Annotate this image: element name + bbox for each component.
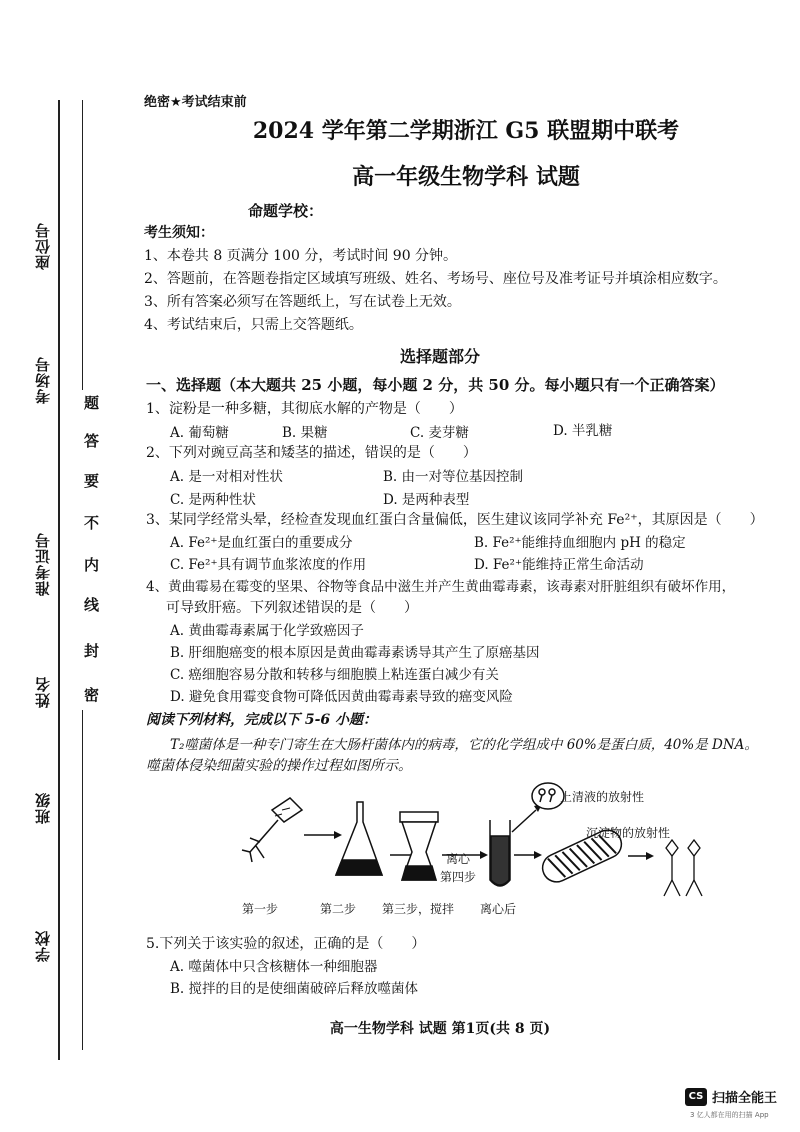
q1-option-a: A. 葡萄糖	[170, 425, 229, 441]
seal-char: 答	[84, 432, 100, 450]
camscanner-logo: CS	[685, 1088, 707, 1106]
notice-item: 4、考试结束后，只需上交答题纸。	[144, 317, 363, 333]
q4-option-a: A. 黄曲霉毒素属于化学致癌因子	[170, 623, 364, 639]
binding-line-outer	[58, 100, 60, 1060]
reading-intro: 阅读下列材料，完成以下 5-6 小题：	[146, 712, 378, 728]
centrifuge-label: 离心	[446, 852, 471, 866]
step2-label: 第二步	[320, 902, 357, 916]
q3-option-d: D. Fe²⁺能维持正常生命活动	[474, 557, 644, 573]
step1-label: 第一步	[242, 902, 279, 916]
seal-char: 不	[84, 514, 100, 532]
school-label: 学校	[34, 930, 52, 962]
q2-option-b: B. 由一对等位基因控制	[383, 469, 524, 485]
q4-option-d: D. 避免食用霉变食物可降低因黄曲霉毒素导致的癌变风险	[170, 689, 513, 705]
exam-title: 2024 学年第二学期浙江 G5 联盟期中联考	[252, 118, 680, 144]
q2-option-a: A. 是一对相对性状	[170, 469, 283, 485]
exam-subtitle: 高一年级生物学科 试题	[352, 164, 580, 190]
exam-room-label: 考场号	[34, 356, 52, 404]
seal-char: 线	[84, 596, 100, 614]
reading-text: T₂噬菌体是一种专门寄生在大肠杆菌体内的病毒，它的化学组成中 60%是蛋白质，40%是 DNA。	[170, 737, 758, 753]
q4-option-b: B. 肝细胞癌变的根本原因是黄曲霉毒素诱导其产生了原癌基因	[170, 645, 540, 661]
question-3-stem: 3、某同学经常头晕，经检查发现血红蛋白含量偏低，医生建议该同学补充 Fe²⁺，其原因是（ ）	[146, 512, 764, 528]
seal-char: 题	[84, 394, 100, 412]
q1-option-b: B. 果糖	[282, 425, 328, 441]
question-5-stem: 5.下列关于该实验的叙述，正确的是（ ）	[146, 936, 426, 952]
step3-label: 第三步，搅拌	[382, 902, 455, 916]
setter-school: 命题学校：	[248, 202, 324, 220]
admission-number-label: 准考证号	[34, 532, 52, 596]
precipitate-label: 沉淀物的放射性	[586, 826, 671, 840]
question-4-stem-cont: 可导致肝癌。下列叙述错误的是（ ）	[166, 600, 418, 616]
phage-icon	[242, 798, 302, 862]
experiment-figure	[230, 780, 740, 920]
q4-option-c: C. 癌细胞容易分散和转移与细胞膜上粘连蛋白减少有关	[170, 667, 499, 683]
seal-line	[82, 100, 83, 390]
seal-char: 要	[84, 472, 100, 490]
notice-item: 2、答题前，在答题卷指定区域填写班级、姓名、考场号、座位号及准考证号并填涂相应数字。	[144, 271, 727, 287]
camscanner-tagline: 3 亿人都在用的扫描 App	[690, 1111, 769, 1119]
q5-option-b: B. 搅拌的目的是使细菌破碎后释放噬菌体	[170, 981, 419, 997]
seal-char: 内	[84, 556, 100, 574]
seal-line-bottom	[82, 710, 83, 1050]
reading-text-cont: 噬菌体侵染细菌实验的操作过程如图所示。	[146, 758, 412, 774]
part-heading: 一、选择题（本大题共 25 小题，每小题 2 分，共 50 分。每小题只有一个正确答案）	[146, 376, 725, 394]
question-1-stem: 1、淀粉是一种多糖，其彻底水解的产物是（ ）	[146, 401, 463, 417]
notice-item: 1、本卷共 8 页满分 100 分，考试时间 90 分钟。	[144, 248, 458, 264]
question-4-stem: 4、黄曲霉易在霉变的坚果、谷物等食品中滋生并产生黄曲霉毒素，该毒素对肝脏组织有破坏作用，	[146, 579, 736, 595]
q5-option-a: A. 噬菌体中只含核糖体一种细胞器	[170, 959, 378, 975]
experiment-diagram	[230, 780, 740, 920]
seat-number-label: 座位号	[34, 222, 52, 270]
flask-icon	[336, 802, 382, 875]
centrifuge-tube-icon	[490, 820, 510, 886]
class-label: 班级	[34, 792, 52, 824]
q3-option-b: B. Fe²⁺能维持血细胞内 pH 的稳定	[474, 535, 686, 551]
section-title: 选择题部分	[400, 347, 481, 366]
q3-option-c: C. Fe²⁺具有调节血浆浓度的作用	[170, 557, 367, 573]
step4-label: 第四步	[440, 870, 477, 884]
q1-option-c: C. 麦芽糖	[410, 425, 469, 441]
q2-option-c: C. 是两种性状	[170, 492, 256, 508]
q2-option-d: D. 是两种表型	[383, 492, 470, 508]
progeny-phage-icon	[664, 840, 702, 896]
camscanner-name: 扫描全能王	[712, 1091, 778, 1106]
question-2-stem: 2、下列对豌豆高茎和矮茎的描述，错误的是（ ）	[146, 445, 477, 461]
blender-icon	[400, 812, 438, 880]
q3-option-a: A. Fe²⁺是血红蛋白的重要成分	[170, 535, 353, 551]
notice-title: 考生须知：	[144, 225, 214, 241]
seal-char: 密	[84, 686, 100, 704]
page-footer: 高一生物学科 试题 第1页(共 8 页)	[329, 1021, 551, 1037]
supernatant-label: 上清液的放射性	[560, 790, 645, 804]
after-centrifuge-label: 离心后	[480, 902, 517, 916]
notice-item: 3、所有答案必须写在答题纸上，写在试卷上无效。	[144, 294, 461, 310]
seal-char: 封	[84, 642, 100, 660]
name-label: 姓名	[34, 676, 52, 708]
q1-option-d: D. 半乳糖	[553, 423, 613, 439]
top-secret-label: 绝密★考试结束前	[144, 95, 247, 110]
